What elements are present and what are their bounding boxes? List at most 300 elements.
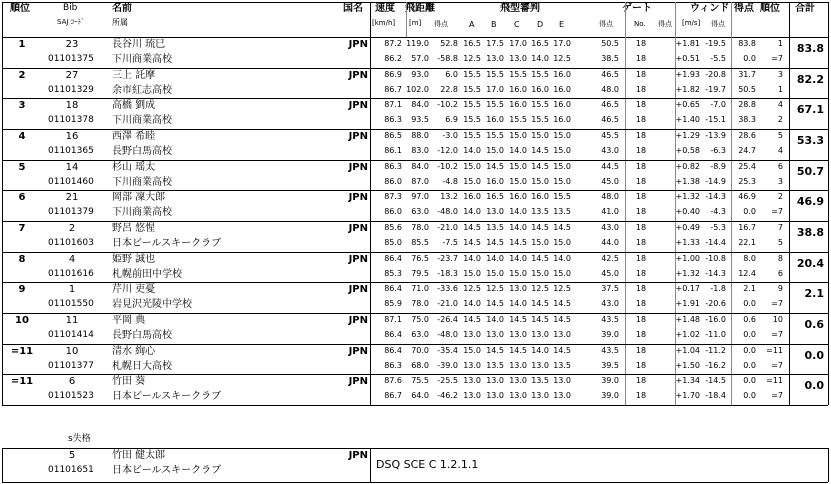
jump-wind-speed: +1.81 [675, 39, 700, 48]
row-athlete-name: 野呂 悠惺 [112, 223, 156, 234]
row-rank: 1 [18, 39, 26, 50]
jump-distance: 68.0 [411, 361, 429, 370]
jump-wind-points: -14.3 [705, 192, 726, 201]
row-nation: JPN [348, 223, 368, 234]
jump-style-points: 43.5 [601, 346, 619, 355]
jump-wind-points: -1.8 [710, 284, 726, 293]
jump-wind-speed: +1.82 [675, 85, 700, 94]
jump-wind-speed: +0.82 [675, 162, 700, 171]
header-speed-unit: [km/h] [372, 19, 396, 27]
jump-round-points: 22.1 [738, 238, 756, 247]
row-club: 札幌前田中学校 [112, 269, 182, 280]
jump-style-points: 43.0 [601, 299, 619, 308]
row-total: 0.0 [804, 349, 824, 362]
jump-distance-points: 6.0 [445, 70, 458, 79]
jump-speed: 86.0 [384, 177, 402, 186]
jump-round-rank: 2 [777, 115, 783, 124]
jump-judge-score: 16.0 [553, 85, 571, 94]
dsq-saj-code: 01101651 [48, 465, 94, 475]
jump-wind-speed: +1.50 [675, 361, 700, 370]
header-saj-code: SAJ ｺｰﾄﾞ [57, 18, 85, 26]
jump-judge-score: 13.0 [553, 376, 571, 385]
jump-distance-points: 52.8 [440, 39, 458, 48]
row-club: 下川商業高校 [112, 207, 172, 218]
jump-round-rank: 6 [777, 269, 783, 278]
header-style: 飛型審判 [500, 3, 540, 14]
jump-speed: 86.0 [384, 207, 402, 216]
jump-judge-score: 14.0 [486, 254, 504, 263]
jump-distance: 75.5 [411, 376, 429, 385]
jump-round-rank: =11 [766, 376, 783, 385]
row-bib: 4 [68, 254, 76, 265]
jump-distance-points: -7.5 [442, 238, 458, 247]
jump-judge-score: 13.0 [463, 330, 481, 339]
jump-round-points: 24.7 [738, 146, 756, 155]
jump-judge-score: 14.0 [463, 207, 481, 216]
header-total: 合計 [795, 3, 815, 14]
row-club: 札幌日大高校 [112, 361, 172, 372]
row-bib: 16 [65, 131, 79, 142]
jump-wind-points: -14.4 [705, 238, 726, 247]
jump-wind-speed: +1.38 [675, 177, 700, 186]
row-athlete-name: 岡部 凜大郎 [112, 192, 166, 203]
row-total: 83.8 [796, 42, 824, 55]
row-saj-code: 01101460 [48, 177, 94, 187]
jump-round-rank: =11 [766, 346, 783, 355]
jump-judge-score: 15.0 [553, 162, 571, 171]
jump-wind-points: -16.0 [705, 315, 726, 324]
jump-judge-score: 16.0 [486, 115, 504, 124]
jump-judge-score: 15.0 [486, 146, 504, 155]
jump-distance-points: 22.8 [440, 85, 458, 94]
jump-judge-score: 14.5 [509, 238, 527, 247]
jump-judge-score: 14.0 [486, 315, 504, 324]
jump-judge-score: 16.0 [509, 100, 527, 109]
jump-judge-score: 14.5 [486, 346, 504, 355]
jump-style-points: 39.0 [601, 391, 619, 400]
jump-judge-score: 15.0 [531, 131, 549, 140]
jump-judge-score: 13.0 [531, 330, 549, 339]
jump-style-points: 39.5 [601, 361, 619, 370]
row-nation: JPN [348, 70, 368, 81]
jump-wind-points: -10.8 [705, 254, 726, 263]
jump-judge-score: 13.0 [531, 361, 549, 370]
rule-line [406, 2, 407, 37]
jump-judge-score: 16.0 [463, 192, 481, 201]
row-nation: JPN [348, 376, 368, 387]
dsq-nation: JPN [348, 450, 368, 461]
header-judge-A: A [469, 20, 475, 29]
row-club: 余市紅志高校 [112, 85, 172, 96]
jump-style-points: 43.0 [601, 223, 619, 232]
jump-judge-score: 16.0 [531, 85, 549, 94]
rule-line [2, 313, 828, 314]
jump-judge-score: 15.5 [463, 115, 481, 124]
jump-judge-score: 14.0 [463, 146, 481, 155]
row-rank: 10 [15, 315, 29, 326]
jump-wind-speed: +0.49 [675, 223, 700, 232]
jump-judge-score: 15.0 [553, 131, 571, 140]
jump-distance: 76.5 [411, 254, 429, 263]
jump-judge-score: 14.5 [486, 299, 504, 308]
jump-wind-speed: +0.51 [675, 54, 700, 63]
row-athlete-name: 長谷川 琉巳 [112, 39, 166, 50]
jump-judge-score: 13.0 [509, 376, 527, 385]
row-athlete-name: 高橋 劉成 [112, 100, 156, 111]
jump-judge-score: 13.5 [531, 376, 549, 385]
row-athlete-name: 芹川 吏憂 [112, 284, 156, 295]
jump-distance-points: -10.2 [437, 100, 458, 109]
jump-round-points: 16.7 [738, 223, 756, 232]
row-nation: JPN [348, 192, 368, 203]
header-distance-points: 得点 [434, 20, 448, 28]
jump-distance-points: -48.0 [437, 330, 458, 339]
jump-round-points: 0.0 [743, 54, 756, 63]
row-total: 67.1 [796, 103, 824, 116]
row-bib: 14 [65, 162, 79, 173]
jump-distance-points: -46.2 [437, 391, 458, 400]
row-bib: 6 [68, 376, 76, 387]
jump-round-rank: =7 [771, 361, 783, 370]
row-club: 長野白馬高校 [112, 330, 172, 341]
jump-judge-score: 16.0 [553, 100, 571, 109]
jump-judge-score: 14.5 [509, 346, 527, 355]
jump-gate: 18 [635, 54, 647, 63]
jump-gate: 18 [635, 70, 647, 79]
row-saj-code: 01101375 [48, 54, 94, 64]
jump-speed: 86.4 [384, 330, 402, 339]
jump-judge-score: 14.5 [553, 223, 571, 232]
row-athlete-name: 清水 絢心 [112, 346, 156, 357]
row-rank: 9 [18, 284, 26, 295]
jump-distance: 97.0 [411, 192, 429, 201]
jump-judge-score: 13.0 [463, 391, 481, 400]
jump-style-points: 46.5 [601, 70, 619, 79]
jump-speed: 86.3 [384, 361, 402, 370]
jump-wind-speed: +1.32 [675, 269, 700, 278]
jump-judge-score: 15.0 [509, 162, 527, 171]
jump-judge-score: 12.5 [553, 54, 571, 63]
jump-round-points: 2.1 [743, 284, 756, 293]
jump-speed: 85.3 [384, 269, 402, 278]
jump-judge-score: 16.0 [509, 85, 527, 94]
jump-judge-score: 14.0 [531, 346, 549, 355]
jump-speed: 86.4 [384, 254, 402, 263]
jump-wind-points: -5.3 [710, 223, 726, 232]
row-athlete-name: 姫野 誠也 [112, 254, 156, 265]
row-rank: 3 [18, 100, 26, 111]
jump-round-points: 0.0 [743, 391, 756, 400]
rule-line [2, 282, 828, 283]
jump-judge-score: 13.0 [509, 284, 527, 293]
jump-speed: 87.6 [384, 376, 402, 385]
row-saj-code: 01101523 [48, 391, 94, 401]
jump-judge-score: 16.0 [553, 115, 571, 124]
jump-judge-score: 15.5 [509, 115, 527, 124]
header-round-points: 得点 [734, 3, 754, 14]
jump-judge-score: 14.5 [509, 315, 527, 324]
header-wind: ウィンド [690, 3, 730, 14]
jump-wind-speed: +1.48 [675, 315, 700, 324]
jump-round-points: 0.0 [743, 376, 756, 385]
jump-judge-score: 13.0 [463, 376, 481, 385]
jump-judge-score: 14.5 [531, 223, 549, 232]
rule-line [2, 190, 828, 191]
jump-distance: 70.0 [411, 346, 429, 355]
jump-judge-score: 14.5 [531, 146, 549, 155]
jump-wind-points: -20.8 [705, 70, 726, 79]
jump-judge-score: 15.0 [463, 346, 481, 355]
jump-judge-score: 16.5 [463, 39, 481, 48]
jump-judge-score: 14.0 [553, 254, 571, 263]
jump-distance: 119.0 [406, 39, 429, 48]
jump-distance-points: -23.7 [437, 254, 458, 263]
jump-judge-score: 13.0 [486, 376, 504, 385]
header-speed: 速度 [375, 3, 395, 14]
row-saj-code: 01101603 [48, 238, 94, 248]
row-rank: 4 [18, 131, 26, 142]
jump-judge-score: 14.0 [463, 254, 481, 263]
row-nation: JPN [348, 162, 368, 173]
jump-speed: 86.7 [384, 85, 402, 94]
jump-speed: 86.3 [384, 162, 402, 171]
jump-round-points: 0.0 [743, 361, 756, 370]
jump-judge-score: 15.0 [463, 269, 481, 278]
jump-speed: 86.5 [384, 131, 402, 140]
header-judge-E: E [559, 20, 565, 29]
jump-judge-score: 15.0 [553, 269, 571, 278]
jump-judge-score: 12.5 [531, 284, 549, 293]
jump-wind-speed: +1.00 [675, 254, 700, 263]
jump-judge-score: 15.5 [486, 100, 504, 109]
jump-gate: 18 [635, 39, 647, 48]
jump-round-points: 28.8 [738, 100, 756, 109]
jump-judge-score: 13.0 [553, 330, 571, 339]
jump-gate: 18 [635, 238, 647, 247]
jump-wind-speed: +1.40 [675, 115, 700, 124]
rule-line [2, 448, 828, 449]
dsq-club: 日本ビールスキークラブ [112, 465, 222, 476]
jump-round-points: 46.9 [738, 192, 756, 201]
jump-wind-speed: +0.58 [675, 146, 700, 155]
jump-style-points: 44.0 [601, 238, 619, 247]
row-athlete-name: 三上 託摩 [112, 70, 156, 81]
jump-judge-score: 13.0 [531, 391, 549, 400]
jump-judge-score: 14.0 [531, 54, 549, 63]
jump-gate: 18 [635, 269, 647, 278]
jump-round-rank: 4 [777, 146, 783, 155]
jump-distance-points: -21.0 [437, 299, 458, 308]
jump-round-points: 0.6 [743, 315, 756, 324]
rule-line [2, 37, 828, 38]
jump-distance-points: -39.0 [437, 361, 458, 370]
jump-judge-score: 12.5 [486, 284, 504, 293]
header-nation: 国名 [343, 3, 363, 14]
jump-gate: 18 [635, 284, 647, 293]
header-wind-unit: [m/s] [682, 19, 701, 27]
jump-gate: 18 [635, 177, 647, 186]
rule-line [2, 160, 828, 161]
header-distance: 飛距離 [405, 3, 435, 14]
jump-style-points: 39.0 [601, 376, 619, 385]
jump-round-points: 25.4 [738, 162, 756, 171]
jump-judge-score: 17.0 [553, 39, 571, 48]
jump-speed: 86.7 [384, 391, 402, 400]
jump-style-points: 45.5 [601, 131, 619, 140]
jump-distance: 83.0 [411, 146, 429, 155]
jump-wind-speed: +0.40 [675, 207, 700, 216]
jump-gate: 18 [635, 131, 647, 140]
jump-wind-speed: +0.65 [675, 100, 700, 109]
jump-distance: 85.5 [411, 238, 429, 247]
row-total: 0.0 [804, 379, 824, 392]
jump-round-rank: 8 [777, 254, 783, 263]
jump-round-rank: 9 [777, 284, 783, 293]
jump-speed: 86.2 [384, 54, 402, 63]
row-total: 38.8 [796, 226, 824, 239]
jump-judge-score: 15.5 [531, 70, 549, 79]
jump-speed: 85.0 [384, 238, 402, 247]
jump-wind-points: -14.5 [705, 376, 726, 385]
header-wind-points: 得点 [711, 20, 725, 28]
jump-distance: 64.0 [411, 391, 429, 400]
jump-gate: 18 [635, 207, 647, 216]
jump-round-rank: 10 [772, 315, 783, 324]
jump-judge-score: 15.5 [463, 70, 481, 79]
jump-wind-speed: +1.91 [675, 299, 700, 308]
jump-distance: 84.0 [411, 100, 429, 109]
row-total: 20.4 [796, 257, 824, 270]
row-athlete-name: 杉山 瑶太 [112, 162, 156, 173]
jump-judge-score: 16.0 [531, 192, 549, 201]
row-club: 下川商業高校 [112, 115, 172, 126]
jump-wind-points: -16.2 [705, 361, 726, 370]
jump-distance: 93.5 [411, 115, 429, 124]
jump-speed: 86.1 [384, 146, 402, 155]
jump-judge-score: 15.5 [463, 85, 481, 94]
header-judge-C: C [514, 20, 520, 29]
jump-distance-points: -33.6 [437, 284, 458, 293]
jump-distance: 84.0 [411, 162, 429, 171]
row-nation: JPN [348, 315, 368, 326]
jump-gate: 18 [635, 376, 647, 385]
row-rank: 8 [18, 254, 26, 265]
jump-gate: 18 [635, 299, 647, 308]
jump-distance-points: 13.2 [440, 192, 458, 201]
jump-distance-points: -48.0 [437, 207, 458, 216]
jump-judge-score: 13.5 [553, 207, 571, 216]
jump-judge-score: 12.5 [553, 284, 571, 293]
jump-wind-points: -14.3 [705, 269, 726, 278]
jump-round-rank: 4 [777, 100, 783, 109]
jump-round-points: 0.0 [743, 299, 756, 308]
jump-judge-score: 15.0 [531, 238, 549, 247]
row-saj-code: 01101379 [48, 207, 94, 217]
jump-gate: 18 [635, 315, 647, 324]
jump-gate: 18 [635, 346, 647, 355]
jump-style-points: 43.5 [601, 315, 619, 324]
rule-line [370, 448, 371, 482]
jump-judge-score: 13.0 [509, 330, 527, 339]
row-club: 長野白馬高校 [112, 146, 172, 157]
jump-judge-score: 15.5 [509, 70, 527, 79]
jump-wind-speed: +1.04 [675, 346, 700, 355]
header-style-points: 得点 [599, 20, 613, 28]
jump-speed: 87.1 [384, 315, 402, 324]
jump-wind-points: -11.2 [705, 346, 726, 355]
jump-distance-points: 6.9 [445, 115, 458, 124]
rule-line [2, 448, 3, 482]
jump-round-points: 0.0 [743, 330, 756, 339]
jump-wind-points: -20.6 [705, 299, 726, 308]
jump-style-points: 46.5 [601, 115, 619, 124]
jump-gate: 18 [635, 361, 647, 370]
jump-judge-score: 14.0 [463, 299, 481, 308]
jump-judge-score: 15.0 [509, 177, 527, 186]
jump-round-rank: 6 [777, 162, 783, 171]
jump-round-points: 31.7 [738, 70, 756, 79]
jump-judge-score: 15.5 [486, 131, 504, 140]
jump-round-points: 28.6 [738, 131, 756, 140]
jump-style-points: 44.5 [601, 162, 619, 171]
jump-judge-score: 14.0 [509, 207, 527, 216]
jump-distance-points: -4.8 [442, 177, 458, 186]
row-rank: 2 [18, 70, 26, 81]
rule-line [2, 405, 828, 406]
jump-judge-score: 14.5 [486, 238, 504, 247]
jump-speed: 87.2 [384, 39, 402, 48]
jump-round-rank: 3 [777, 177, 783, 186]
jump-judge-score: 16.5 [531, 39, 549, 48]
jump-judge-score: 13.0 [486, 330, 504, 339]
jump-style-points: 37.5 [601, 284, 619, 293]
jump-judge-score: 14.5 [463, 223, 481, 232]
jump-distance: 75.0 [411, 315, 429, 324]
jump-judge-score: 16.0 [509, 192, 527, 201]
row-total: 46.9 [796, 195, 824, 208]
jump-judge-score: 14.5 [553, 315, 571, 324]
jump-wind-points: -4.3 [710, 207, 726, 216]
header-judge-D: D [537, 20, 544, 29]
jump-distance: 88.0 [411, 131, 429, 140]
jump-judge-score: 15.5 [463, 100, 481, 109]
row-bib: 10 [65, 346, 79, 357]
jump-style-points: 45.0 [601, 177, 619, 186]
jump-judge-score: 15.5 [531, 100, 549, 109]
jump-judge-score: 15.0 [553, 146, 571, 155]
row-bib: 2 [68, 223, 76, 234]
jump-distance-points: -10.2 [437, 162, 458, 171]
jump-distance: 87.0 [411, 177, 429, 186]
row-nation: JPN [348, 131, 368, 142]
jump-style-points: 43.0 [601, 146, 619, 155]
jump-distance: 78.0 [411, 299, 429, 308]
row-club: 岩見沢光陵中学校 [112, 299, 192, 310]
jump-distance-points: -25.5 [437, 376, 458, 385]
dsq-label: s失格 [68, 434, 91, 444]
row-total: 50.7 [796, 165, 824, 178]
jump-judge-score: 14.5 [463, 315, 481, 324]
jump-distance-points: -18.3 [437, 269, 458, 278]
jump-wind-points: -19.7 [705, 85, 726, 94]
jump-style-points: 38.5 [601, 54, 619, 63]
jump-round-rank: 5 [777, 238, 783, 247]
jump-distance-points: -12.0 [437, 146, 458, 155]
jump-gate: 18 [635, 85, 647, 94]
jump-judge-score: 13.5 [531, 207, 549, 216]
jump-round-rank: 1 [777, 85, 783, 94]
jump-gate: 18 [635, 192, 647, 201]
